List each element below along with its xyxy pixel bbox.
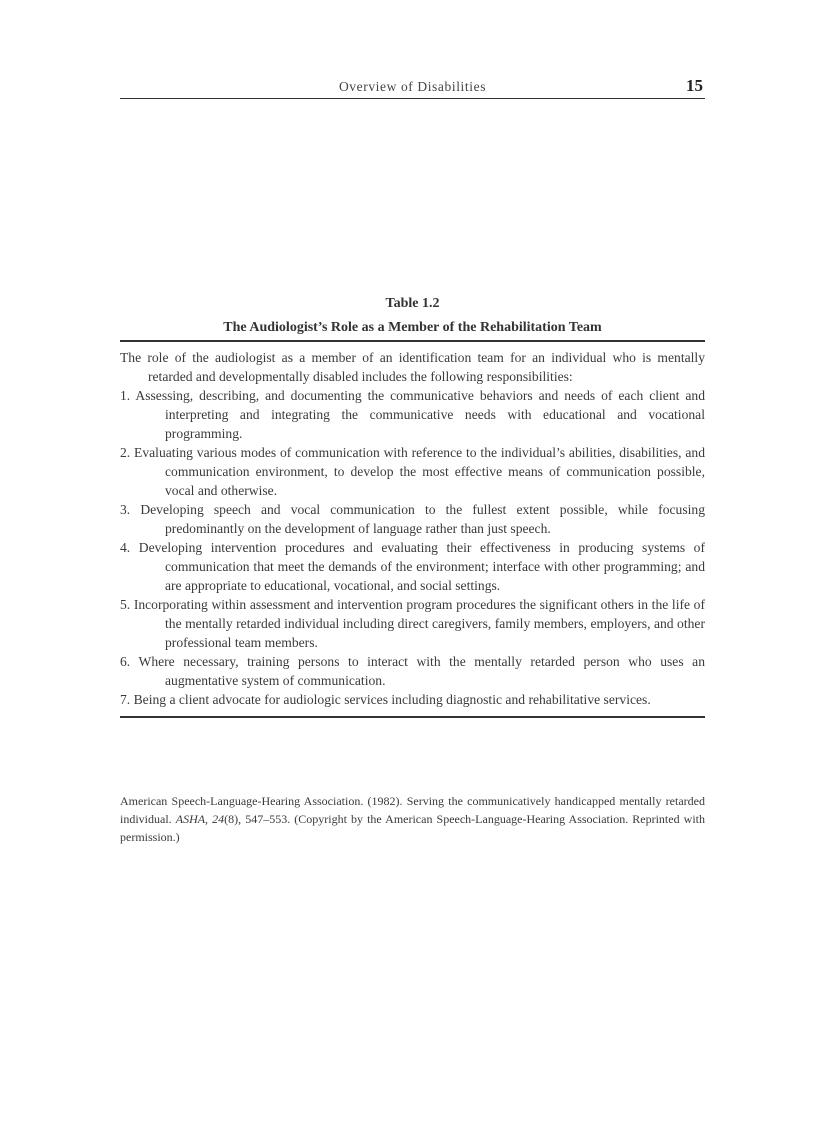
table-title: The Audiologist’s Role as a Member of the Rehabilitation Team	[223, 320, 602, 335]
list-item: 1. Assessing, describing, and documenting the communicative behaviors and needs of each client and interpreting and integrating the communicative needs with educational and vocational programming.	[120, 388, 705, 441]
running-title: Overview of Disabilities	[338, 79, 487, 94]
table-number: Table 1.2	[385, 296, 440, 311]
list-item: 6. Where necessary, training persons to interact with the mentally retarded person who uses an augmentative system of communication.	[120, 654, 705, 688]
source-citation	[120, 792, 705, 846]
page-number: 15	[686, 76, 703, 95]
list-item: 7. Being a client advocate for audiologic services including diagnostic and rehabilitative services.	[120, 692, 651, 707]
source-journal: ASHA, 24	[175, 812, 225, 826]
list-item: 5. Incorporating within assessment and intervention program procedures the significant others in the life of the mentally retarded individual including direct caregivers, family members, employers, and other professional team members.	[120, 597, 705, 650]
source-text: American Speech-Language-Hearing Association. (1982). Serving the communicatively handicapped mentally retarded individual.	[120, 794, 705, 826]
table-body	[120, 340, 705, 718]
table-caption	[120, 294, 705, 339]
list-item: 4. Developing intervention procedures and evaluating their effectiveness in producing systems of communication that meet the demands of the environment; interface with other programming; and are appropriate to educational, vocational, and social settings.	[120, 540, 705, 593]
table-intro: The role of the audiologist as a member of an identification team for an individual who is mentally retarded and developmentally disabled includes the following responsibilities:	[120, 350, 705, 384]
list-item: 2. Evaluating various modes of communication with reference to the individual’s abilities, disabilities, and communication environment, to develop the most effective means of communication possible, vocal and otherwise.	[120, 445, 705, 498]
running-head	[120, 76, 705, 99]
list-item: 3. Developing speech and vocal communication to the fullest extent possible, while focusing predominantly on the development of language rather than just speech.	[120, 502, 705, 536]
source-text-end: (8), 547–553. (Copyright by the American Speech-Language-Hearing Association. Reprinted with permission.)	[120, 812, 705, 844]
